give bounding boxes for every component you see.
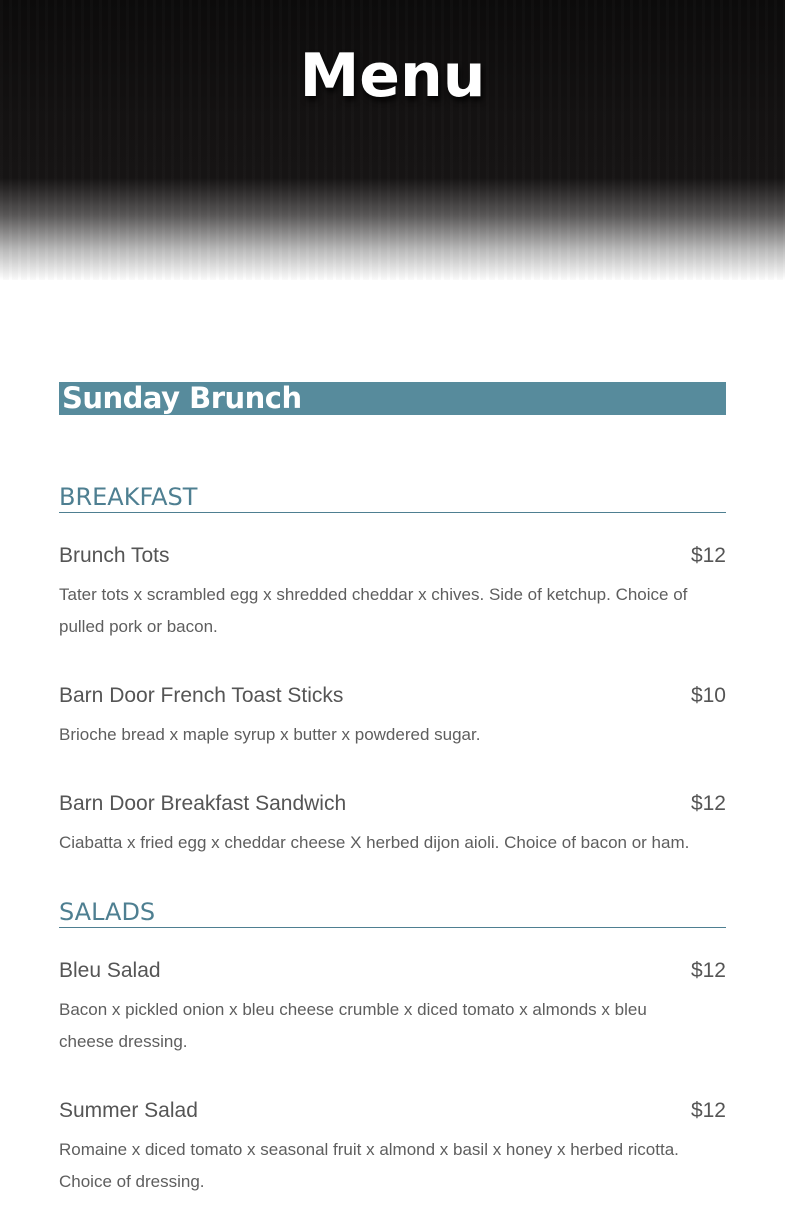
item-name: Barn Door Breakfast Sandwich bbox=[59, 792, 347, 815]
item-name: Bleu Salad bbox=[59, 959, 161, 982]
menu-item bbox=[59, 789, 726, 859]
menu-content bbox=[59, 382, 726, 1198]
category-salads: SALADS bbox=[59, 897, 726, 928]
item-description: Bacon x pickled onion x bleu cheese crumble x diced tomato x almonds x bleu cheese dressing. bbox=[59, 1000, 647, 1051]
item-name: Summer Salad bbox=[59, 1099, 198, 1122]
item-description: Tater tots x scrambled egg x shredded cheddar x chives. Side of ketchup. Choice of pulled pork or bacon. bbox=[59, 585, 688, 636]
menu-item bbox=[59, 681, 726, 751]
item-price: $12 bbox=[690, 792, 726, 815]
hero-banner bbox=[0, 0, 785, 280]
item-price: $12 bbox=[690, 544, 726, 567]
item-description: Ciabatta x fried egg x cheddar cheese X herbed dijon aioli. Choice of bacon or ham. bbox=[59, 833, 690, 852]
item-name: Brunch Tots bbox=[59, 544, 170, 567]
item-price: $12 bbox=[690, 959, 726, 982]
menu-item bbox=[59, 541, 726, 643]
menu-item bbox=[59, 956, 726, 1058]
item-description: Romaine x diced tomato x seasonal fruit x almond x basil x honey x herbed ricotta. Choice of dressing. bbox=[59, 1140, 679, 1191]
item-description: Brioche bread x maple syrup x butter x powdered sugar. bbox=[59, 725, 481, 744]
category-breakfast: BREAKFAST bbox=[59, 482, 726, 513]
section-title: Sunday Brunch bbox=[59, 382, 726, 415]
menu-item bbox=[59, 1096, 726, 1198]
item-name: Barn Door French Toast Sticks bbox=[59, 684, 344, 707]
item-price: $10 bbox=[690, 684, 726, 707]
item-price: $12 bbox=[690, 1099, 726, 1122]
page-title: Menu bbox=[299, 41, 486, 111]
